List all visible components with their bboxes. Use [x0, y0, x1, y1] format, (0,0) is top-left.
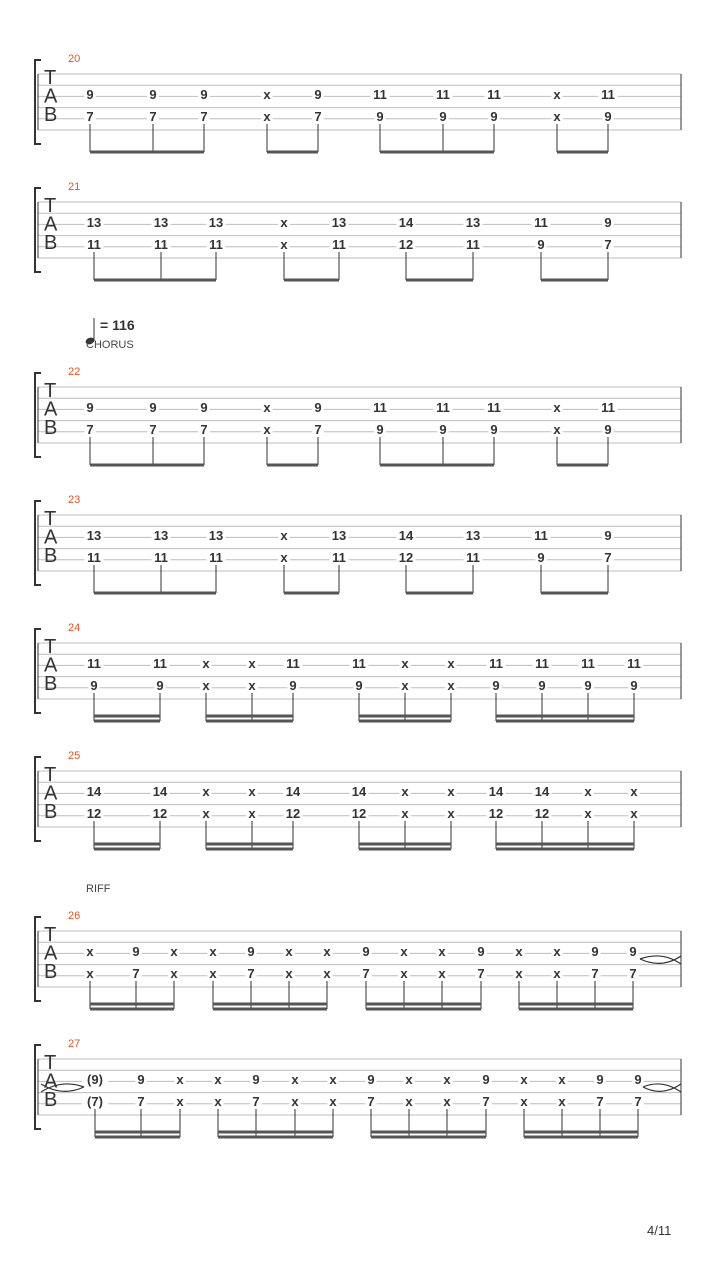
fret-number-upper: 9	[314, 400, 322, 415]
fret-number-lower: 11	[466, 237, 480, 252]
fret-number-lower: 11	[87, 237, 101, 252]
fret-number-upper: x	[584, 784, 592, 799]
fret-number-lower: 9	[90, 678, 98, 693]
fret-number-lower: x	[329, 1094, 337, 1109]
fret-number-lower: 7	[367, 1094, 375, 1109]
fret-number-lower: 12	[488, 806, 504, 821]
fret-number-upper: 14	[351, 784, 367, 799]
tab-clef-letter: B	[44, 673, 58, 695]
fret-number-lower: x	[405, 1094, 413, 1109]
tab-clef-letter: T	[44, 508, 57, 530]
fret-number-lower: 7	[596, 1094, 604, 1109]
fret-number-lower: 11	[154, 237, 168, 252]
fret-number-upper: 11	[487, 400, 501, 415]
fret-number-upper: 9	[200, 87, 208, 102]
fret-number-upper: 9	[362, 944, 370, 959]
fret-number-upper: x	[553, 400, 561, 415]
fret-number-upper: x	[447, 656, 455, 671]
fret-number-upper: x	[553, 944, 561, 959]
fret-number-lower: 9	[490, 422, 498, 437]
fret-number-upper: x	[248, 784, 256, 799]
fret-number-lower: x	[323, 966, 331, 981]
fret-number-lower: 9	[630, 678, 638, 693]
fret-number-upper: x	[285, 944, 293, 959]
tab-clef-letter: B	[44, 961, 58, 983]
tab-clef-letter: A	[44, 526, 58, 549]
fret-number-lower: 9	[537, 237, 545, 252]
fret-number-lower: 9	[604, 109, 612, 124]
fret-number-lower: 12	[152, 806, 168, 821]
fret-number-upper: 11	[436, 87, 450, 102]
tab-system-24	[35, 622, 681, 721]
fret-number-lower: x	[401, 806, 409, 821]
tab-systems	[35, 53, 681, 1137]
fret-number-lower: x	[553, 422, 561, 437]
fret-number-lower: x	[248, 678, 256, 693]
fret-number-upper: 11	[436, 400, 450, 415]
fret-number-upper: 9	[367, 1072, 375, 1087]
fret-number-upper: 11	[286, 656, 300, 671]
fret-number-upper: 9	[149, 400, 157, 415]
measure-number: 25	[68, 750, 81, 762]
fret-number-upper: 11	[487, 87, 501, 102]
fret-number-upper: 9	[314, 87, 322, 102]
tab-clef-letter: A	[44, 398, 58, 421]
fret-number-upper: x	[447, 784, 455, 799]
fret-number-upper: 13	[465, 215, 481, 230]
fret-number-upper: x	[553, 87, 561, 102]
fret-number-lower: x	[202, 806, 210, 821]
fret-number-upper: 9	[252, 1072, 260, 1087]
fret-number-upper: x	[202, 656, 210, 671]
fret-number-lower: 7	[200, 109, 208, 124]
fret-number-upper: 9	[634, 1072, 642, 1087]
tab-clef-letter: B	[44, 801, 58, 823]
fret-number-lower: 9	[538, 678, 546, 693]
fret-number-upper: 14	[534, 784, 550, 799]
fret-number-upper: 13	[208, 215, 224, 230]
tab-clef-letter: T	[44, 924, 57, 946]
fret-number-lower: x	[584, 806, 592, 821]
fret-number-upper: 9	[482, 1072, 490, 1087]
fret-number-upper: 14	[86, 784, 102, 799]
fret-number-upper: 11	[373, 87, 387, 102]
tab-clef-letter: B	[44, 545, 58, 567]
fret-number-upper: 9	[86, 400, 94, 415]
fret-number-upper: 11	[87, 656, 101, 671]
section-marker-riff: RIFF	[86, 883, 111, 895]
fret-number-lower: 7	[86, 109, 94, 124]
fret-number-upper: 9	[596, 1072, 604, 1087]
fret-number-lower: (7)	[87, 1094, 103, 1109]
fret-number-lower: 7	[604, 237, 612, 252]
measure-number: 27	[68, 1038, 81, 1050]
fret-number-upper: 11	[627, 656, 641, 671]
tab-system-21	[35, 181, 681, 280]
fret-number-lower: x	[553, 966, 561, 981]
fret-number-upper: x	[176, 1072, 184, 1087]
fret-number-lower: 11	[466, 550, 480, 565]
fret-number-lower: 7	[362, 966, 370, 981]
fret-number-upper: x	[630, 784, 638, 799]
fret-number-lower: x	[176, 1094, 184, 1109]
fret-number-lower: 11	[154, 550, 168, 565]
fret-number-lower: x	[214, 1094, 222, 1109]
tab-clef-letter: T	[44, 67, 57, 89]
fret-number-upper: x	[401, 656, 409, 671]
fret-number-upper: 9	[629, 944, 637, 959]
fret-number-upper: x	[263, 400, 271, 415]
measure-number: 22	[68, 366, 81, 378]
tab-system-23	[35, 494, 681, 593]
fret-number-lower: 12	[534, 806, 550, 821]
fret-number-lower: 11	[87, 550, 101, 565]
fret-number-upper: 9	[132, 944, 140, 959]
fret-number-upper: (9)	[87, 1072, 103, 1087]
fret-number-upper: x	[202, 784, 210, 799]
fret-number-lower: x	[447, 678, 455, 693]
fret-number-lower: x	[447, 806, 455, 821]
fret-number-lower: 9	[376, 422, 384, 437]
fret-number-upper: x	[209, 944, 217, 959]
fret-number-lower: 9	[439, 109, 447, 124]
fret-number-lower: x	[438, 966, 446, 981]
fret-number-lower: 9	[492, 678, 500, 693]
fret-number-lower: x	[400, 966, 408, 981]
fret-number-lower: x	[280, 237, 288, 252]
fret-number-upper: 13	[208, 528, 224, 543]
fret-number-upper: 9	[149, 87, 157, 102]
fret-number-upper: 13	[153, 215, 169, 230]
fret-number-lower: 11	[332, 237, 346, 252]
tab-clef-letter: A	[44, 85, 58, 108]
fret-number-upper: 9	[477, 944, 485, 959]
fret-number-upper: x	[515, 944, 523, 959]
fret-number-upper: 14	[285, 784, 301, 799]
fret-number-upper: x	[280, 215, 288, 230]
fret-number-lower: 7	[591, 966, 599, 981]
fret-number-upper: 9	[604, 528, 612, 543]
fret-number-upper: x	[291, 1072, 299, 1087]
fret-number-lower: 9	[289, 678, 297, 693]
fret-number-upper: x	[329, 1072, 337, 1087]
fret-number-lower: x	[86, 966, 94, 981]
fret-number-lower: 7	[477, 966, 485, 981]
tab-clef-letter: B	[44, 417, 58, 439]
fret-number-lower: 11	[209, 237, 223, 252]
fret-number-upper: 13	[465, 528, 481, 543]
fret-number-upper: 9	[137, 1072, 145, 1087]
fret-number-lower: 7	[86, 422, 94, 437]
fret-number-upper: x	[443, 1072, 451, 1087]
fret-number-lower: x	[630, 806, 638, 821]
measure-number: 20	[68, 53, 81, 65]
fret-number-lower: 12	[398, 550, 414, 565]
measure-number: 24	[68, 622, 81, 634]
fret-number-lower: x	[515, 966, 523, 981]
fret-number-upper: 14	[152, 784, 168, 799]
fret-number-upper: 9	[200, 400, 208, 415]
fret-number-upper: 13	[86, 528, 102, 543]
tab-clef-letter: A	[44, 213, 58, 236]
tab-system-26	[35, 910, 681, 1009]
fret-number-lower: 9	[604, 422, 612, 437]
tab-system-27	[35, 1038, 681, 1137]
tie-out	[643, 1084, 681, 1092]
fret-number-lower: x	[443, 1094, 451, 1109]
fret-number-upper: 11	[153, 656, 167, 671]
fret-number-lower: 7	[314, 109, 322, 124]
fret-number-lower: 7	[137, 1094, 145, 1109]
fret-number-upper: 14	[488, 784, 504, 799]
fret-number-lower: 12	[86, 806, 102, 821]
fret-number-upper: x	[438, 944, 446, 959]
fret-number-upper: 11	[601, 87, 615, 102]
tab-clef-letter: B	[44, 232, 58, 254]
fret-number-upper: 11	[373, 400, 387, 415]
fret-number-lower: 9	[537, 550, 545, 565]
fret-number-lower: 7	[482, 1094, 490, 1109]
fret-number-lower: x	[291, 1094, 299, 1109]
tab-system-22	[35, 366, 681, 465]
measure-number: 23	[68, 494, 81, 506]
fret-number-lower: 7	[634, 1094, 642, 1109]
tab-clef-letter: T	[44, 764, 57, 786]
fret-number-upper: x	[170, 944, 178, 959]
fret-number-upper: x	[405, 1072, 413, 1087]
fret-number-upper: 9	[591, 944, 599, 959]
fret-number-upper: x	[263, 87, 271, 102]
fret-number-lower: x	[280, 550, 288, 565]
tab-system-20	[35, 53, 681, 152]
measure-number: 21	[68, 181, 81, 193]
fret-number-lower: x	[248, 806, 256, 821]
fret-number-upper: 9	[604, 215, 612, 230]
fret-number-upper: x	[248, 656, 256, 671]
fret-number-upper: 11	[489, 656, 503, 671]
tab-clef-letter: A	[44, 782, 58, 805]
fret-number-lower: 7	[314, 422, 322, 437]
section-marker-chorus: CHORUS	[86, 339, 134, 351]
tie-out	[640, 956, 681, 964]
fret-number-lower: x	[401, 678, 409, 693]
fret-number-lower: x	[553, 109, 561, 124]
fret-number-lower: x	[263, 422, 271, 437]
fret-number-lower: x	[285, 966, 293, 981]
fret-number-lower: 9	[490, 109, 498, 124]
fret-number-lower: x	[209, 966, 217, 981]
fret-number-upper: 11	[535, 656, 549, 671]
fret-number-upper: x	[86, 944, 94, 959]
measure-number: 26	[68, 910, 81, 922]
tab-clef-letter: T	[44, 380, 57, 402]
fret-number-lower: 7	[629, 966, 637, 981]
fret-number-upper: 13	[86, 215, 102, 230]
fret-number-lower: 9	[376, 109, 384, 124]
fret-number-lower: 7	[149, 422, 157, 437]
tempo-value: = 116	[100, 317, 135, 333]
fret-number-upper: x	[558, 1072, 566, 1087]
fret-number-upper: 11	[601, 400, 615, 415]
tab-clef-letter: B	[44, 104, 58, 126]
fret-number-lower: 7	[247, 966, 255, 981]
fret-number-upper: x	[520, 1072, 528, 1087]
fret-number-upper: x	[400, 944, 408, 959]
fret-number-lower: 9	[584, 678, 592, 693]
fret-number-lower: x	[558, 1094, 566, 1109]
fret-number-upper: x	[323, 944, 331, 959]
fret-number-lower: 7	[200, 422, 208, 437]
fret-number-lower: 9	[156, 678, 164, 693]
fret-number-upper: 9	[247, 944, 255, 959]
fret-number-lower: x	[202, 678, 210, 693]
fret-number-lower: 12	[285, 806, 301, 821]
tab-clef-letter: A	[44, 654, 58, 677]
fret-number-lower: 11	[209, 550, 223, 565]
fret-number-lower: x	[170, 966, 178, 981]
page-number: 4/11	[647, 1223, 672, 1238]
fret-number-upper: 9	[86, 87, 94, 102]
fret-number-upper: 14	[398, 528, 414, 543]
tab-clef-letter: T	[44, 195, 57, 217]
fret-number-lower: 7	[132, 966, 140, 981]
tab-clef-letter: T	[44, 636, 57, 658]
fret-number-lower: 7	[252, 1094, 260, 1109]
fret-number-upper: 13	[331, 215, 347, 230]
fret-number-upper: 13	[153, 528, 169, 543]
fret-number-upper: 11	[581, 656, 595, 671]
fret-number-lower: x	[263, 109, 271, 124]
fret-number-upper: x	[214, 1072, 222, 1087]
fret-number-lower: 9	[439, 422, 447, 437]
fret-number-lower: 7	[604, 550, 612, 565]
tab-clef-letter: A	[44, 1070, 58, 1093]
fret-number-upper: 11	[534, 215, 548, 230]
fret-number-upper: 14	[398, 215, 414, 230]
fret-number-upper: 13	[331, 528, 347, 543]
tab-clef-letter: B	[44, 1089, 58, 1111]
fret-number-upper: x	[280, 528, 288, 543]
fret-number-upper: 11	[352, 656, 366, 671]
tab-system-25	[35, 750, 681, 849]
fret-number-lower: 7	[149, 109, 157, 124]
fret-number-lower: x	[520, 1094, 528, 1109]
fret-number-lower: 12	[351, 806, 367, 821]
fret-number-upper: x	[401, 784, 409, 799]
fret-number-lower: 12	[398, 237, 414, 252]
fret-number-lower: 9	[355, 678, 363, 693]
tab-clef-letter: T	[44, 1052, 57, 1074]
fret-number-lower: 11	[332, 550, 346, 565]
tab-clef-letter: A	[44, 942, 58, 965]
fret-number-upper: 11	[534, 528, 548, 543]
